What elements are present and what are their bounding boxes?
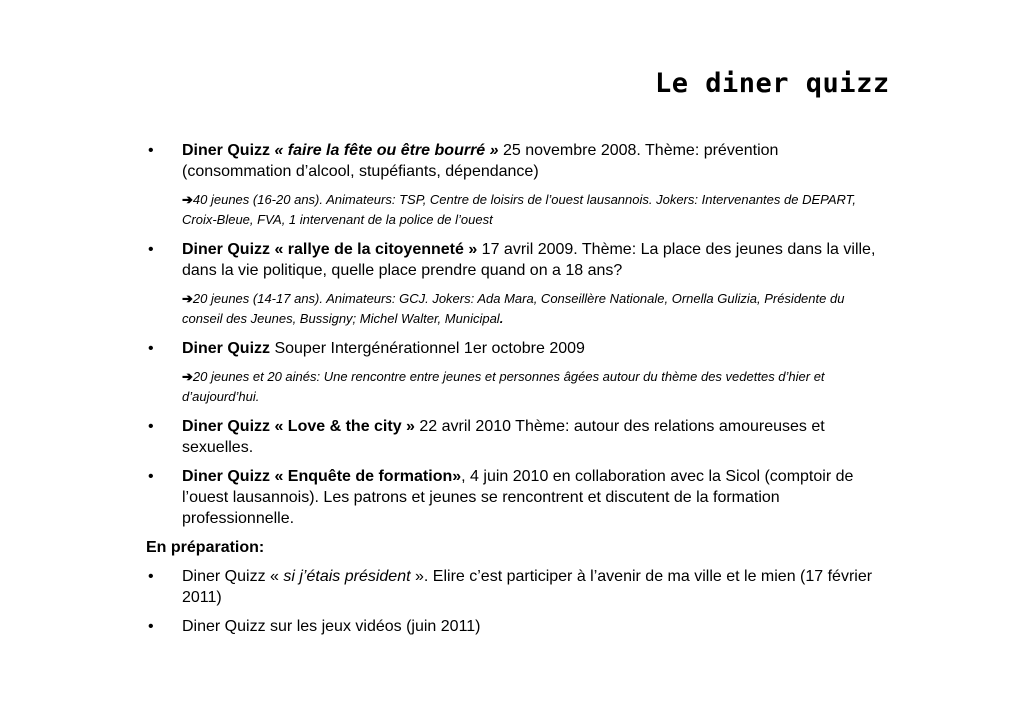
prep-item xyxy=(148,566,888,608)
bullet: • xyxy=(148,568,154,585)
item-note xyxy=(148,367,888,407)
prep-text: Diner Quizz sur les jeux vidéos (juin 2011) xyxy=(182,618,481,635)
bullet: • xyxy=(148,142,154,159)
list-item xyxy=(148,416,888,458)
item-name: Diner Quizz « Enquête de formation» xyxy=(182,468,462,485)
item-text: 22 avril 2010 Thème: autour des relations amoureuses et sexuelles. xyxy=(182,418,825,456)
arrow-icon: ➔ xyxy=(182,291,193,306)
bullet: • xyxy=(148,241,154,258)
note-text: 20 jeunes (14-17 ans). Animateurs: GCJ. Jokers: Ada Mara, Conseillère Nationale, Ornella Gulizia, Présidente du conseil des Jeunes, Bussigny; Michel Walter, Municipal xyxy=(182,291,845,326)
item-text: 25 novembre 2008. Thème: prévention (consommation d’alcool, stupéfiants, dépendance) xyxy=(182,142,779,180)
note-text: 40 jeunes (16-20 ans). Animateurs: TSP, Centre de loisirs de l’ouest lausannois. Jokers: Intervenantes de DEPART, Croix-Bleue, FVA, 1 intervenant de la police de l’ouest xyxy=(182,192,857,227)
item-theme: « rallye de la citoyenneté » xyxy=(270,241,482,258)
item-theme: « faire la fête ou être bourré » xyxy=(270,142,503,159)
prep-item xyxy=(148,616,888,637)
prep-rest: ». Elire c’est participer à l’avenir de ma ville et le mien (17 février 2011) xyxy=(182,568,873,606)
slide-title: Le diner quizz xyxy=(655,68,890,99)
item-name: Diner Quizz xyxy=(182,340,271,357)
section-heading: En préparation: xyxy=(146,539,265,556)
item-text: 17 avril 2009. Thème: La place des jeunes dans la ville, dans la vie politique, quelle place prendre quand on a 18 ans? xyxy=(182,241,876,279)
list-item xyxy=(148,239,888,281)
arrow-icon: ➔ xyxy=(182,369,193,384)
bullet: • xyxy=(148,468,154,485)
bullet: • xyxy=(148,340,154,357)
bullet: • xyxy=(148,618,154,635)
item-text: Souper Intergénérationnel 1er octobre 2009 xyxy=(270,340,585,357)
slide-content xyxy=(148,140,888,645)
item-name: Diner Quizz « Love & the city » xyxy=(182,418,415,435)
list-item xyxy=(148,338,888,359)
note-text: 20 jeunes et 20 ainés: Une rencontre entre jeunes et personnes âgées autour du thème des vedettes d’hier et d’aujourd’hui. xyxy=(182,369,825,404)
bullet: • xyxy=(148,418,154,435)
item-name: Diner Quizz xyxy=(182,142,271,159)
item-name: Diner Quizz xyxy=(182,241,271,258)
arrow-icon: ➔ xyxy=(182,192,193,207)
prep-start: Diner Quizz « xyxy=(182,568,284,585)
item-note xyxy=(148,190,888,230)
list-item xyxy=(148,466,888,529)
item-note xyxy=(148,289,888,329)
item-text: , 4 juin 2010 en collaboration avec la Sicol (comptoir de l’ouest lausannois). Les patrons et jeunes se rencontrent et discutent de la formation professionnelle. xyxy=(182,468,854,527)
note-end: . xyxy=(499,311,504,326)
prep-theme: si j’étais président xyxy=(283,568,411,585)
list-item xyxy=(148,140,888,182)
